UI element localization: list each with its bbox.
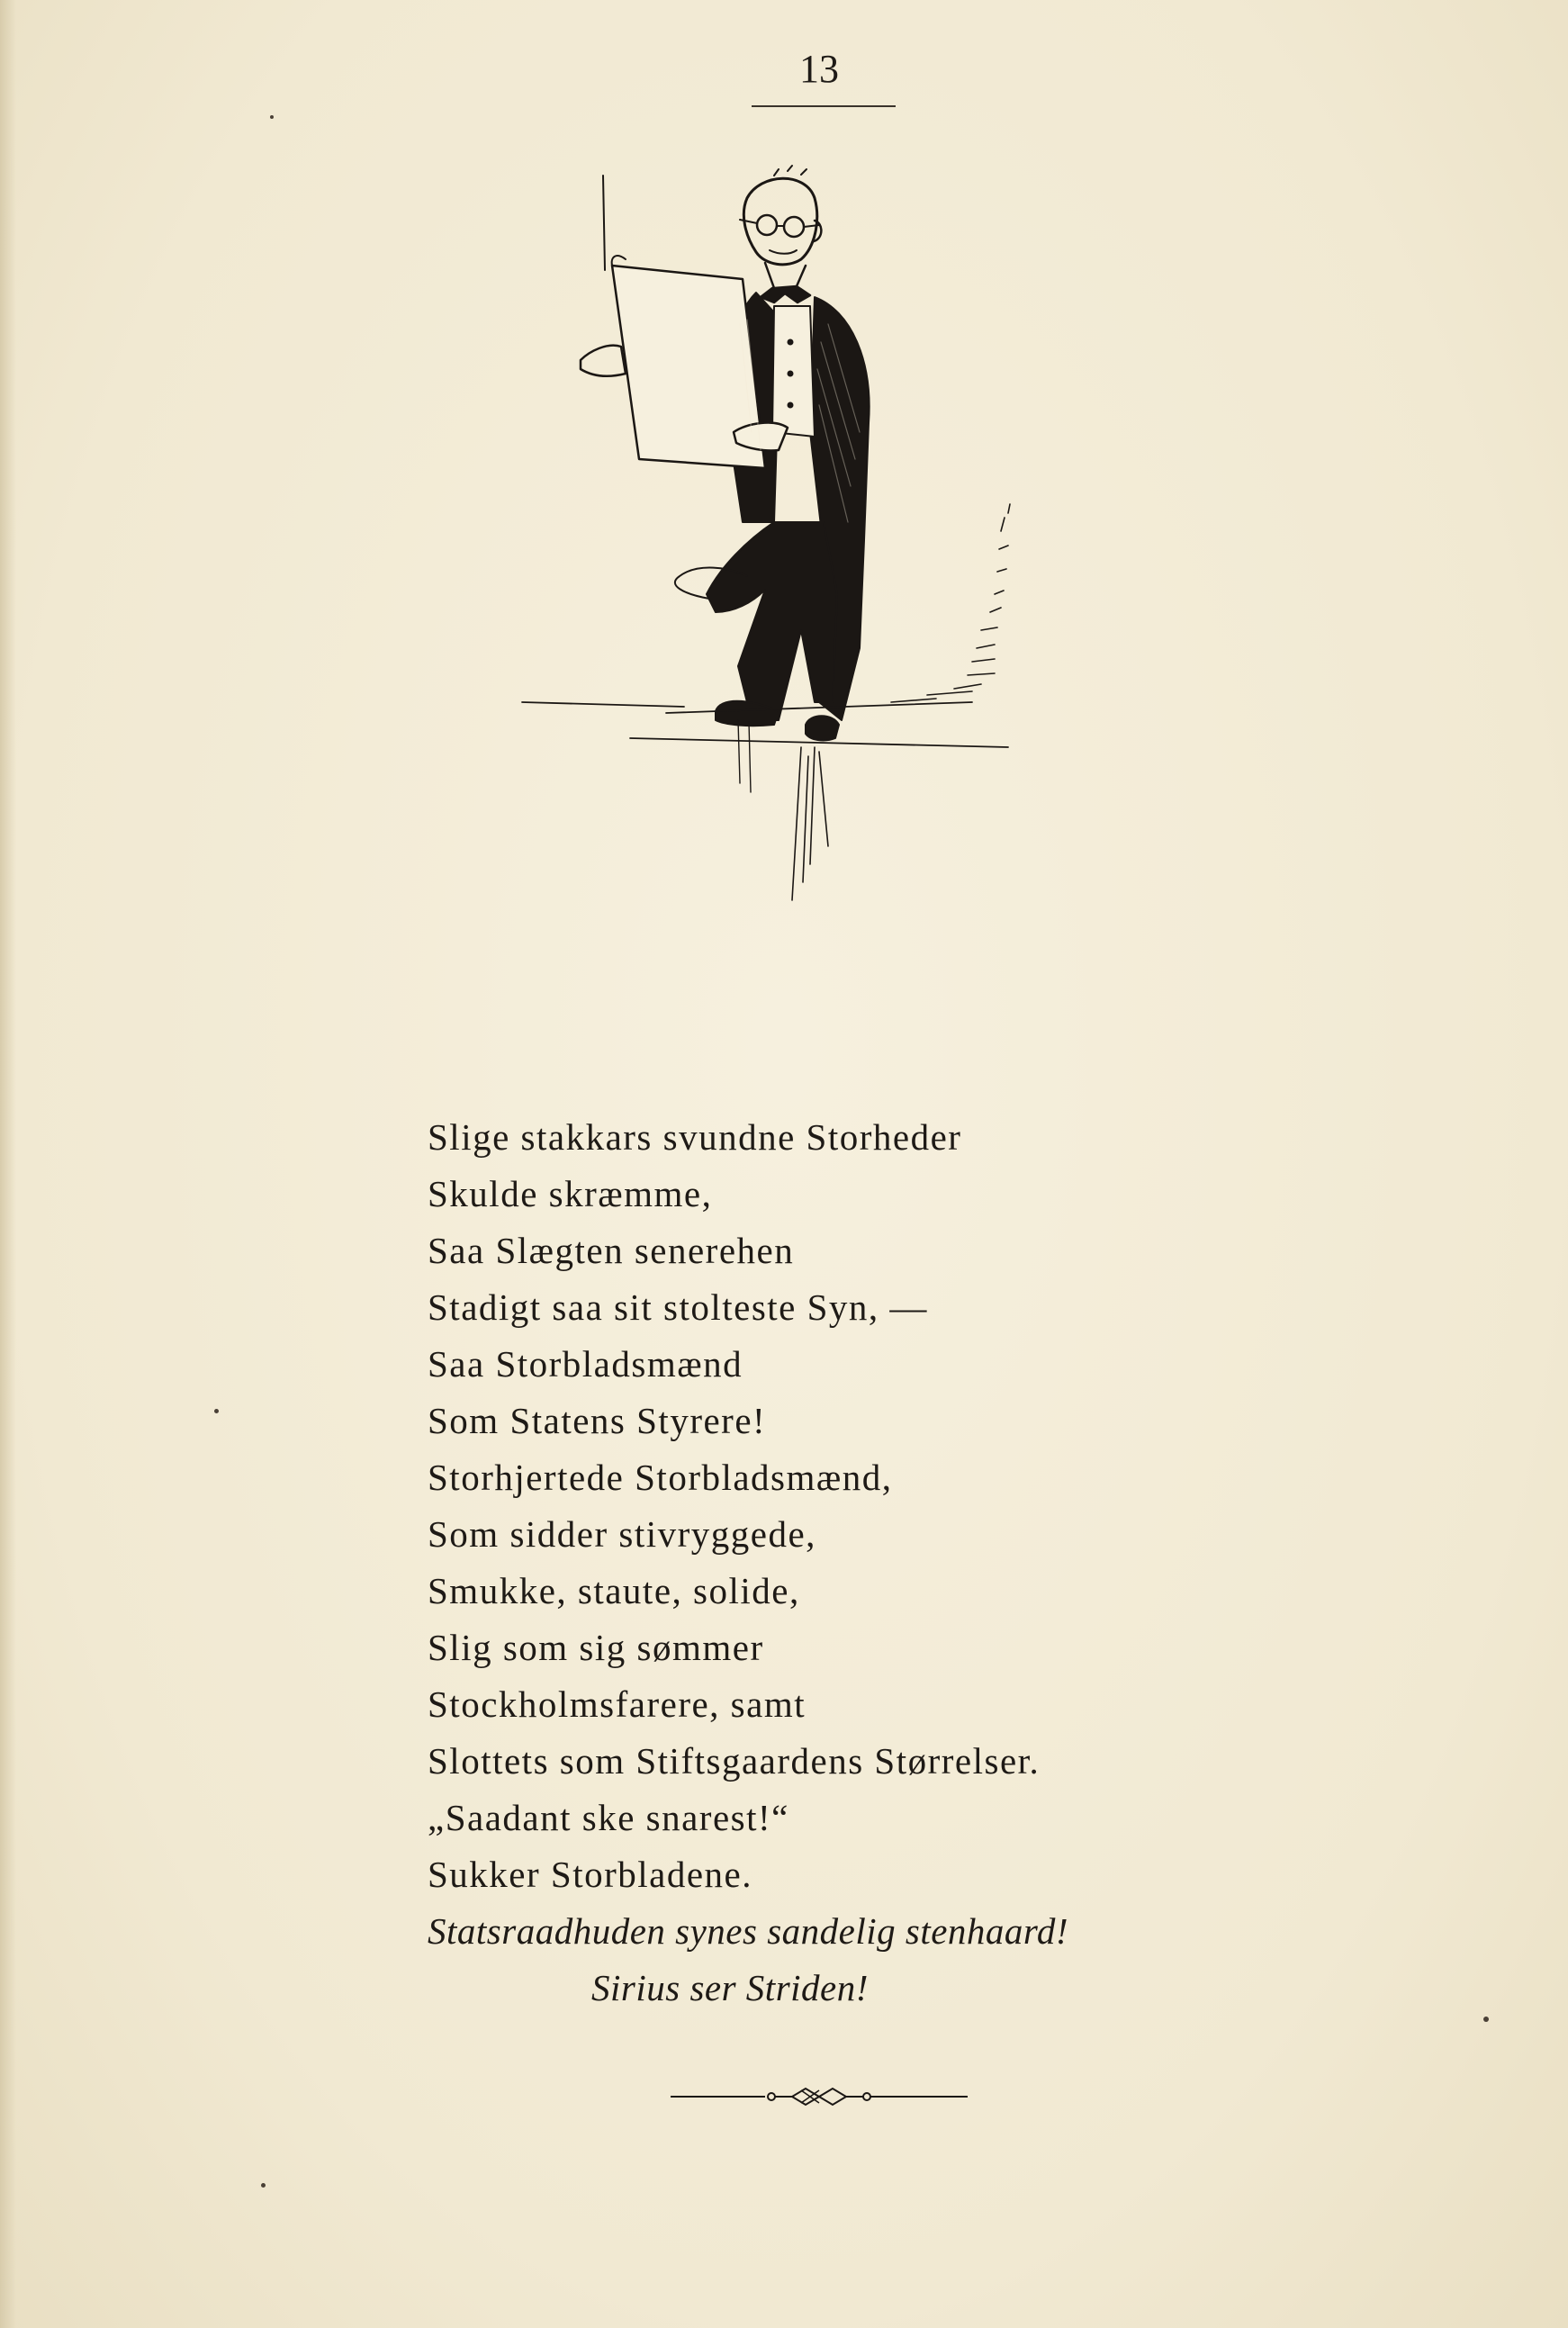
page-edge-shadow <box>0 0 16 2328</box>
poem-line: Saa Storbladsmænd <box>428 1343 743 1385</box>
poem-line: Slig som sig sømmer <box>428 1627 764 1668</box>
poem-line: Sukker Storbladene. <box>428 1854 752 1895</box>
poem-line: Smukke, staute, solide, <box>428 1570 800 1611</box>
gentleman-reading-illustration <box>504 162 1134 1098</box>
poem-line: Skulde skræmme, <box>428 1173 713 1214</box>
poem-line: Stockholmsfarere, samt <box>428 1683 807 1725</box>
header-rule <box>752 105 896 107</box>
poem-line: Slottets som Stiftsgaardens Størrelser. <box>428 1740 1041 1782</box>
poem-italic-line: Statsraadhuden synes sandelig stenhaard! <box>428 1910 1069 1952</box>
paper-speck <box>214 1409 219 1413</box>
poem-italic-line: Sirius ser Striden! <box>591 1967 869 2008</box>
paper-speck <box>1483 2017 1489 2022</box>
poem-line: Slige stakkars svundne Storheder <box>428 1116 962 1158</box>
poem-line: Storhjertede Storbladsmænd, <box>428 1457 893 1498</box>
paper-speck <box>261 2183 266 2188</box>
poem-line: Stadigt saa sit stolteste Syn, — <box>428 1286 928 1328</box>
poem-line: Som Statens Styrere! <box>428 1400 767 1441</box>
poem-line: Saa Slægten senerehen <box>428 1230 795 1271</box>
poem-line: Som sidder stivryggede, <box>428 1513 816 1555</box>
poem-line: „Saadant ske snarest!“ <box>428 1797 789 1838</box>
poem-text <box>428 1109 1238 2017</box>
page-number: 13 <box>799 47 839 91</box>
paper-speck <box>270 115 274 119</box>
divider-ornament-icon <box>671 2083 968 2110</box>
